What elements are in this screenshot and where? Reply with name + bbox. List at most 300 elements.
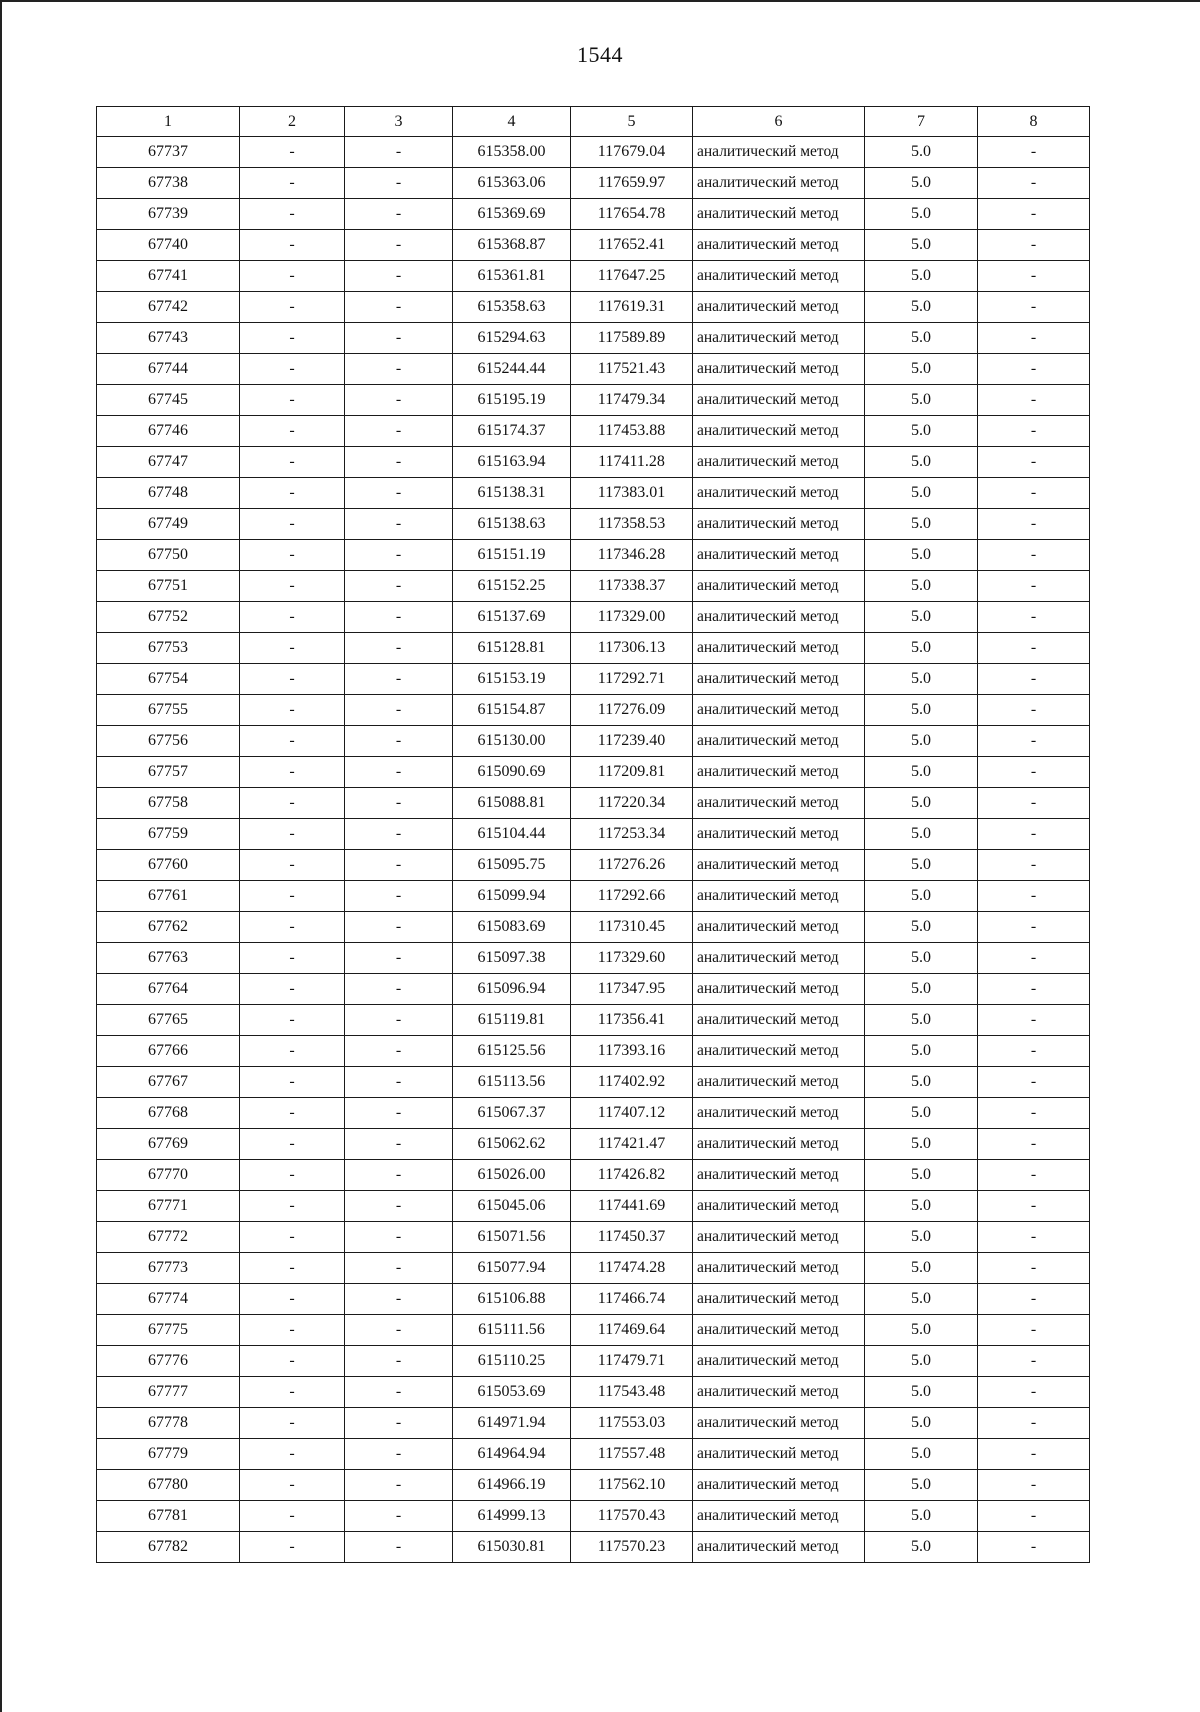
cell-col-3: - [345, 1160, 453, 1191]
cell-method: аналитический метод [693, 1191, 865, 1222]
cell-point-number: 67768 [97, 1098, 240, 1129]
cell-col-2: - [240, 1439, 345, 1470]
cell-coord-x: 614964.94 [453, 1439, 571, 1470]
cell-method: аналитический метод [693, 1253, 865, 1284]
cell-col-3: - [345, 323, 453, 354]
cell-point-number: 67760 [97, 850, 240, 881]
cell-col-2: - [240, 757, 345, 788]
cell-accuracy: 5.0 [865, 912, 978, 943]
scan-edge-left [0, 0, 2, 1712]
cell-point-number: 67773 [97, 1253, 240, 1284]
cell-col-3: - [345, 850, 453, 881]
coordinates-table [96, 106, 1090, 1563]
cell-coord-y: 117453.88 [571, 416, 693, 447]
table-row [97, 168, 1090, 199]
cell-accuracy: 5.0 [865, 1129, 978, 1160]
cell-accuracy: 5.0 [865, 137, 978, 168]
cell-col-2: - [240, 1377, 345, 1408]
cell-col-3: - [345, 199, 453, 230]
table-row [97, 881, 1090, 912]
cell-col-8: - [978, 788, 1090, 819]
cell-method: аналитический метод [693, 974, 865, 1005]
cell-accuracy: 5.0 [865, 726, 978, 757]
cell-col-2: - [240, 540, 345, 571]
cell-coord-y: 117679.04 [571, 137, 693, 168]
scan-edge-top [0, 0, 1200, 2]
cell-col-8: - [978, 943, 1090, 974]
cell-coord-x: 615137.69 [453, 602, 571, 633]
cell-coord-y: 117347.95 [571, 974, 693, 1005]
cell-accuracy: 5.0 [865, 230, 978, 261]
cell-accuracy: 5.0 [865, 1036, 978, 1067]
cell-col-3: - [345, 602, 453, 633]
table-row [97, 1067, 1090, 1098]
cell-col-2: - [240, 509, 345, 540]
cell-col-8: - [978, 509, 1090, 540]
cell-col-8: - [978, 354, 1090, 385]
cell-method: аналитический метод [693, 1346, 865, 1377]
cell-col-2: - [240, 230, 345, 261]
cell-coord-y: 117450.37 [571, 1222, 693, 1253]
cell-col-2: - [240, 602, 345, 633]
table-row [97, 1439, 1090, 1470]
cell-accuracy: 5.0 [865, 1005, 978, 1036]
cell-coord-y: 117479.71 [571, 1346, 693, 1377]
cell-accuracy: 5.0 [865, 1532, 978, 1563]
cell-col-2: - [240, 1222, 345, 1253]
cell-coord-x: 615363.06 [453, 168, 571, 199]
cell-method: аналитический метод [693, 1532, 865, 1563]
cell-accuracy: 5.0 [865, 1408, 978, 1439]
cell-point-number: 67761 [97, 881, 240, 912]
cell-method: аналитический метод [693, 788, 865, 819]
cell-col-2: - [240, 199, 345, 230]
cell-col-8: - [978, 850, 1090, 881]
cell-coord-y: 117652.41 [571, 230, 693, 261]
cell-col-3: - [345, 1315, 453, 1346]
cell-coord-y: 117292.71 [571, 664, 693, 695]
cell-coord-x: 615138.63 [453, 509, 571, 540]
table-row [97, 633, 1090, 664]
cell-method: аналитический метод [693, 819, 865, 850]
table-row [97, 1315, 1090, 1346]
cell-col-2: - [240, 1098, 345, 1129]
cell-coord-x: 615095.75 [453, 850, 571, 881]
cell-col-2: - [240, 1191, 345, 1222]
cell-col-8: - [978, 199, 1090, 230]
cell-col-3: - [345, 478, 453, 509]
cell-point-number: 67748 [97, 478, 240, 509]
cell-point-number: 67770 [97, 1160, 240, 1191]
cell-coord-x: 615151.19 [453, 540, 571, 571]
cell-coord-x: 615096.94 [453, 974, 571, 1005]
cell-col-2: - [240, 261, 345, 292]
cell-method: аналитический метод [693, 1160, 865, 1191]
cell-coord-y: 117466.74 [571, 1284, 693, 1315]
cell-col-8: - [978, 1501, 1090, 1532]
cell-col-3: - [345, 757, 453, 788]
table-row [97, 1253, 1090, 1284]
cell-coord-x: 615163.94 [453, 447, 571, 478]
cell-coord-x: 615090.69 [453, 757, 571, 788]
cell-col-2: - [240, 323, 345, 354]
table-row [97, 1129, 1090, 1160]
cell-col-2: - [240, 850, 345, 881]
cell-col-8: - [978, 695, 1090, 726]
cell-coord-y: 117589.89 [571, 323, 693, 354]
cell-col-3: - [345, 1191, 453, 1222]
cell-method: аналитический метод [693, 354, 865, 385]
cell-coord-x: 615113.56 [453, 1067, 571, 1098]
cell-col-3: - [345, 385, 453, 416]
column-header-6: 6 [693, 107, 865, 137]
cell-point-number: 67774 [97, 1284, 240, 1315]
cell-accuracy: 5.0 [865, 943, 978, 974]
cell-coord-y: 117383.01 [571, 478, 693, 509]
cell-point-number: 67753 [97, 633, 240, 664]
cell-point-number: 67778 [97, 1408, 240, 1439]
table-row [97, 695, 1090, 726]
cell-point-number: 67755 [97, 695, 240, 726]
cell-col-2: - [240, 416, 345, 447]
cell-method: аналитический метод [693, 1501, 865, 1532]
cell-point-number: 67742 [97, 292, 240, 323]
column-header-1: 1 [97, 107, 240, 137]
cell-coord-y: 117570.43 [571, 1501, 693, 1532]
cell-accuracy: 5.0 [865, 1284, 978, 1315]
cell-point-number: 67766 [97, 1036, 240, 1067]
table-row [97, 850, 1090, 881]
cell-method: аналитический метод [693, 571, 865, 602]
cell-col-8: - [978, 1408, 1090, 1439]
cell-point-number: 67776 [97, 1346, 240, 1377]
cell-coord-x: 615110.25 [453, 1346, 571, 1377]
cell-method: аналитический метод [693, 292, 865, 323]
cell-col-8: - [978, 1284, 1090, 1315]
cell-method: аналитический метод [693, 1315, 865, 1346]
cell-coord-x: 615294.63 [453, 323, 571, 354]
cell-col-3: - [345, 261, 453, 292]
cell-accuracy: 5.0 [865, 850, 978, 881]
cell-accuracy: 5.0 [865, 819, 978, 850]
cell-coord-y: 117356.41 [571, 1005, 693, 1036]
table-row [97, 1501, 1090, 1532]
cell-col-3: - [345, 509, 453, 540]
cell-coord-y: 117421.47 [571, 1129, 693, 1160]
cell-method: аналитический метод [693, 1067, 865, 1098]
cell-accuracy: 5.0 [865, 664, 978, 695]
cell-method: аналитический метод [693, 509, 865, 540]
cell-coord-y: 117553.03 [571, 1408, 693, 1439]
cell-col-2: - [240, 819, 345, 850]
cell-accuracy: 5.0 [865, 1346, 978, 1377]
cell-col-2: - [240, 1036, 345, 1067]
cell-col-2: - [240, 385, 345, 416]
cell-coord-y: 117253.34 [571, 819, 693, 850]
cell-method: аналитический метод [693, 1377, 865, 1408]
cell-col-2: - [240, 633, 345, 664]
cell-accuracy: 5.0 [865, 633, 978, 664]
cell-coord-x: 615154.87 [453, 695, 571, 726]
cell-point-number: 67747 [97, 447, 240, 478]
cell-col-3: - [345, 1098, 453, 1129]
cell-col-8: - [978, 1191, 1090, 1222]
cell-coord-y: 117426.82 [571, 1160, 693, 1191]
cell-coord-x: 615369.69 [453, 199, 571, 230]
cell-point-number: 67762 [97, 912, 240, 943]
cell-col-3: - [345, 1284, 453, 1315]
cell-coord-y: 117358.53 [571, 509, 693, 540]
cell-method: аналитический метод [693, 1222, 865, 1253]
cell-col-3: - [345, 695, 453, 726]
table-row [97, 447, 1090, 478]
table-row [97, 788, 1090, 819]
cell-col-3: - [345, 540, 453, 571]
cell-point-number: 67758 [97, 788, 240, 819]
cell-point-number: 67741 [97, 261, 240, 292]
cell-col-8: - [978, 881, 1090, 912]
column-header-4: 4 [453, 107, 571, 137]
cell-point-number: 67780 [97, 1470, 240, 1501]
cell-coord-y: 117647.25 [571, 261, 693, 292]
table-row [97, 416, 1090, 447]
cell-point-number: 67750 [97, 540, 240, 571]
cell-coord-x: 615099.94 [453, 881, 571, 912]
cell-coord-x: 615153.19 [453, 664, 571, 695]
table-row [97, 385, 1090, 416]
page-number: 1544 [577, 42, 623, 67]
cell-method: аналитический метод [693, 1129, 865, 1160]
cell-point-number: 67756 [97, 726, 240, 757]
cell-point-number: 67740 [97, 230, 240, 261]
cell-col-3: - [345, 1532, 453, 1563]
cell-coord-x: 615130.00 [453, 726, 571, 757]
cell-coord-x: 615128.81 [453, 633, 571, 664]
cell-accuracy: 5.0 [865, 695, 978, 726]
cell-point-number: 67739 [97, 199, 240, 230]
cell-col-8: - [978, 571, 1090, 602]
cell-coord-y: 117402.92 [571, 1067, 693, 1098]
cell-coord-x: 614971.94 [453, 1408, 571, 1439]
cell-accuracy: 5.0 [865, 757, 978, 788]
cell-col-2: - [240, 1408, 345, 1439]
table-row [97, 1470, 1090, 1501]
cell-method: аналитический метод [693, 757, 865, 788]
cell-point-number: 67763 [97, 943, 240, 974]
cell-point-number: 67777 [97, 1377, 240, 1408]
cell-method: аналитический метод [693, 137, 865, 168]
cell-method: аналитический метод [693, 168, 865, 199]
cell-method: аналитический метод [693, 1408, 865, 1439]
table-row [97, 757, 1090, 788]
cell-coord-x: 615071.56 [453, 1222, 571, 1253]
cell-col-2: - [240, 447, 345, 478]
column-header-7: 7 [865, 107, 978, 137]
cell-col-2: - [240, 664, 345, 695]
cell-col-2: - [240, 1005, 345, 1036]
cell-accuracy: 5.0 [865, 1501, 978, 1532]
cell-col-8: - [978, 478, 1090, 509]
cell-col-2: - [240, 1067, 345, 1098]
table-row [97, 323, 1090, 354]
cell-point-number: 67738 [97, 168, 240, 199]
cell-method: аналитический метод [693, 633, 865, 664]
table-row [97, 602, 1090, 633]
cell-coord-x: 615104.44 [453, 819, 571, 850]
cell-coord-y: 117346.28 [571, 540, 693, 571]
table-row [97, 726, 1090, 757]
table-row [97, 540, 1090, 571]
cell-col-3: - [345, 1222, 453, 1253]
cell-col-3: - [345, 788, 453, 819]
cell-col-8: - [978, 1036, 1090, 1067]
cell-coord-y: 117557.48 [571, 1439, 693, 1470]
cell-point-number: 67751 [97, 571, 240, 602]
cell-col-3: - [345, 571, 453, 602]
cell-col-8: - [978, 540, 1090, 571]
cell-coord-y: 117474.28 [571, 1253, 693, 1284]
cell-coord-x: 615358.63 [453, 292, 571, 323]
cell-col-8: - [978, 819, 1090, 850]
cell-accuracy: 5.0 [865, 1439, 978, 1470]
cell-accuracy: 5.0 [865, 478, 978, 509]
column-header-3: 3 [345, 107, 453, 137]
cell-point-number: 67765 [97, 1005, 240, 1036]
cell-col-3: - [345, 1346, 453, 1377]
cell-coord-y: 117292.66 [571, 881, 693, 912]
cell-accuracy: 5.0 [865, 974, 978, 1005]
cell-coord-y: 117220.34 [571, 788, 693, 819]
cell-col-2: - [240, 974, 345, 1005]
cell-accuracy: 5.0 [865, 1222, 978, 1253]
table-row [97, 943, 1090, 974]
table-row [97, 261, 1090, 292]
cell-col-8: - [978, 757, 1090, 788]
cell-col-3: - [345, 137, 453, 168]
cell-coord-x: 615174.37 [453, 416, 571, 447]
cell-method: аналитический метод [693, 323, 865, 354]
cell-col-2: - [240, 943, 345, 974]
cell-method: аналитический метод [693, 1098, 865, 1129]
cell-accuracy: 5.0 [865, 602, 978, 633]
cell-method: аналитический метод [693, 726, 865, 757]
cell-accuracy: 5.0 [865, 1067, 978, 1098]
cell-point-number: 67757 [97, 757, 240, 788]
cell-accuracy: 5.0 [865, 261, 978, 292]
cell-col-8: - [978, 633, 1090, 664]
cell-col-3: - [345, 230, 453, 261]
cell-col-2: - [240, 1129, 345, 1160]
cell-coord-x: 615361.81 [453, 261, 571, 292]
cell-point-number: 67759 [97, 819, 240, 850]
column-header-8: 8 [978, 107, 1090, 137]
table-row [97, 571, 1090, 602]
cell-col-2: - [240, 354, 345, 385]
cell-col-8: - [978, 230, 1090, 261]
cell-method: аналитический метод [693, 1005, 865, 1036]
table-row [97, 819, 1090, 850]
cell-col-8: - [978, 1098, 1090, 1129]
cell-col-8: - [978, 323, 1090, 354]
cell-coord-x: 615111.56 [453, 1315, 571, 1346]
cell-col-8: - [978, 168, 1090, 199]
cell-col-3: - [345, 1408, 453, 1439]
cell-method: аналитический метод [693, 540, 865, 571]
cell-accuracy: 5.0 [865, 416, 978, 447]
table-row [97, 199, 1090, 230]
cell-accuracy: 5.0 [865, 788, 978, 819]
cell-col-8: - [978, 1439, 1090, 1470]
cell-col-2: - [240, 478, 345, 509]
table-row [97, 1098, 1090, 1129]
cell-coord-x: 615138.31 [453, 478, 571, 509]
cell-col-2: - [240, 1532, 345, 1563]
cell-col-8: - [978, 602, 1090, 633]
cell-col-3: - [345, 168, 453, 199]
cell-coord-y: 117441.69 [571, 1191, 693, 1222]
cell-col-3: - [345, 633, 453, 664]
cell-col-8: - [978, 1315, 1090, 1346]
cell-col-3: - [345, 1036, 453, 1067]
cell-accuracy: 5.0 [865, 168, 978, 199]
cell-accuracy: 5.0 [865, 292, 978, 323]
table-body [97, 137, 1090, 1563]
cell-accuracy: 5.0 [865, 1191, 978, 1222]
cell-col-2: - [240, 788, 345, 819]
cell-method: аналитический метод [693, 1284, 865, 1315]
table-row [97, 292, 1090, 323]
cell-col-2: - [240, 1346, 345, 1377]
cell-col-3: - [345, 447, 453, 478]
cell-method: аналитический метод [693, 602, 865, 633]
cell-coord-y: 117407.12 [571, 1098, 693, 1129]
cell-coord-x: 615083.69 [453, 912, 571, 943]
cell-col-2: - [240, 571, 345, 602]
cell-col-2: - [240, 1470, 345, 1501]
cell-col-8: - [978, 1160, 1090, 1191]
cell-coord-x: 615067.37 [453, 1098, 571, 1129]
cell-col-8: - [978, 1253, 1090, 1284]
cell-col-3: - [345, 354, 453, 385]
cell-col-3: - [345, 1439, 453, 1470]
cell-col-3: - [345, 881, 453, 912]
cell-col-3: - [345, 943, 453, 974]
column-header-2: 2 [240, 107, 345, 137]
cell-point-number: 67743 [97, 323, 240, 354]
cell-accuracy: 5.0 [865, 1377, 978, 1408]
cell-point-number: 67771 [97, 1191, 240, 1222]
cell-coord-y: 117209.81 [571, 757, 693, 788]
cell-col-8: - [978, 447, 1090, 478]
cell-coord-y: 117659.97 [571, 168, 693, 199]
cell-coord-x: 615062.62 [453, 1129, 571, 1160]
cell-coord-x: 615077.94 [453, 1253, 571, 1284]
cell-col-8: - [978, 912, 1090, 943]
cell-col-3: - [345, 1253, 453, 1284]
cell-coord-x: 615097.38 [453, 943, 571, 974]
table-row [97, 137, 1090, 168]
cell-method: аналитический метод [693, 478, 865, 509]
cell-point-number: 67754 [97, 664, 240, 695]
cell-col-2: - [240, 881, 345, 912]
cell-point-number: 67775 [97, 1315, 240, 1346]
table-row [97, 478, 1090, 509]
table-row [97, 664, 1090, 695]
cell-col-3: - [345, 726, 453, 757]
cell-col-3: - [345, 1067, 453, 1098]
cell-point-number: 67767 [97, 1067, 240, 1098]
table-row [97, 1377, 1090, 1408]
